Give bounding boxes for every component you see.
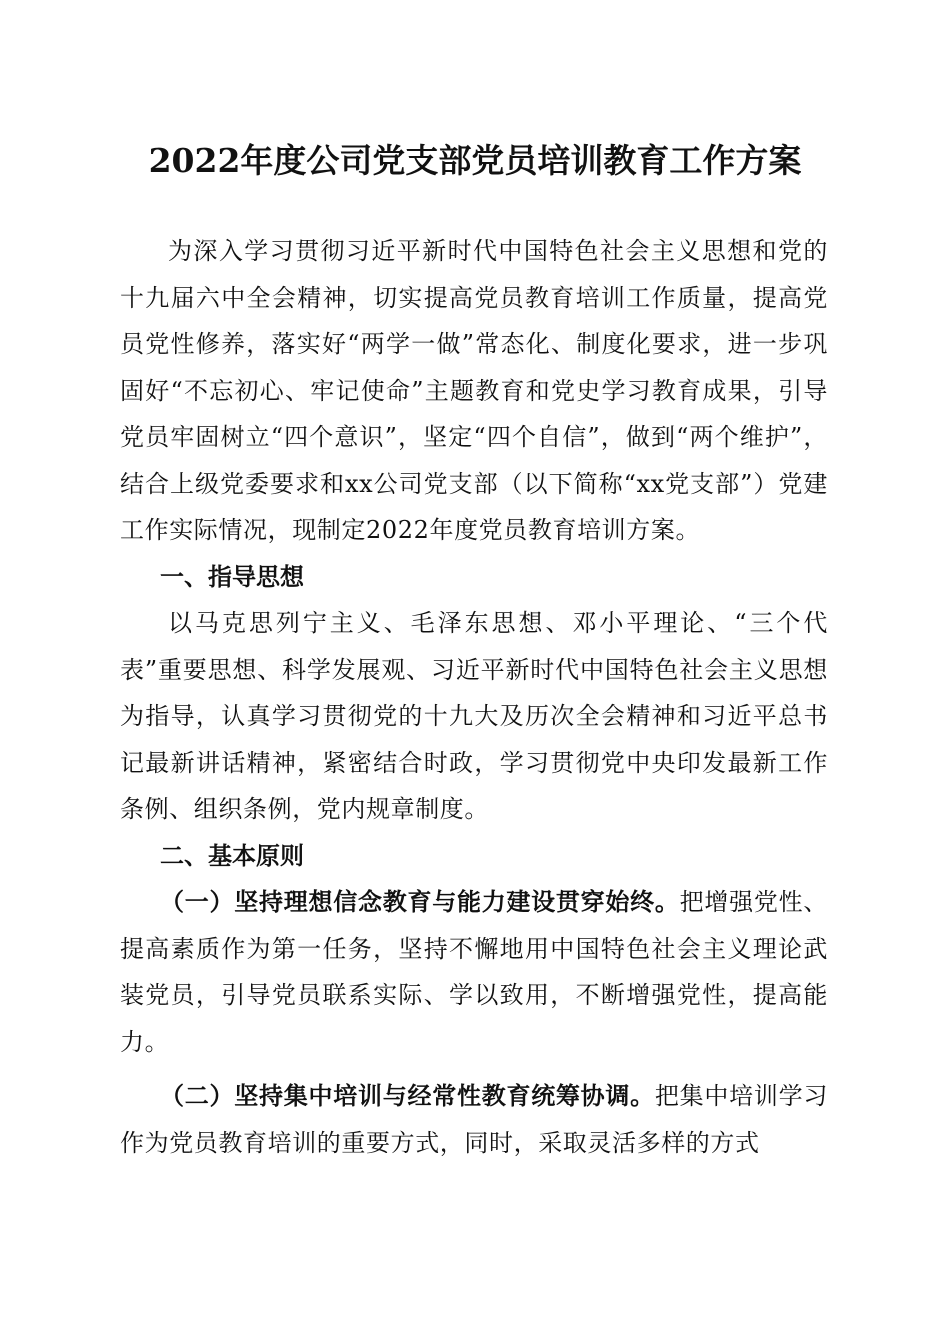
document-title: 2022年度公司党支部党员培训教育工作方案: [148, 141, 802, 180]
guiding-ideology-paragraph: 以马克思列宁主义、毛泽东思想、邓小平理论、“三个代表”重要思想、科学发展观、习近平新时代中国特色社会主义思想为指导，认真学习贯彻党的十九大及历次全会精神和习近平总书记最新讲话精神，紧密结合时政，学习贯彻党中央印发最新工作条例、组织条例，党内规章制度。: [120, 609, 828, 823]
section-heading-basic-principles: 二、基本原则: [160, 841, 304, 870]
principle-item-2-lead: （二）坚持集中培训与经常性教育统筹协调。: [160, 1081, 655, 1110]
principle-item-1-text: 把增强党性、提高素质作为第一任务，坚持不懈地用中国特色社会主义理论武装党员，引导党员联系实际、学以致用，不断增强党性，提高能力。: [120, 888, 828, 1056]
intro-paragraph: 为深入学习贯彻习近平新时代中国特色社会主义思想和党的十九届六中全会精神，切实提高党员教育培训工作质量，提高党员党性修养，落实好“两学一做”常态化、制度化要求，进一步巩固好“不忘初心、牢记使命”主题教育和党史学习教育成果，引导党员牢固树立“四个意识”，坚定“四个自信”，做到“两个维护”，结合上级党委要求和xx公司党支部（以下简称“xx党支部”）党建工作实际情况，现制定2022年度党员教育培训方案。: [120, 237, 828, 544]
principle-item-2: [120, 1073, 828, 1166]
section-heading-guiding-ideology: 一、指导思想: [160, 562, 304, 591]
document-body: [120, 228, 828, 1166]
principle-item-1-lead: （一）坚持理想信念教育与能力建设贯穿始终。: [160, 887, 680, 916]
spacer: [120, 1065, 828, 1073]
principle-item-2-text: 把集中培训学习作为党员教育培训的重要方式，同时，采取灵活多样的方式: [120, 1082, 828, 1157]
principle-item-1: [120, 879, 828, 1065]
